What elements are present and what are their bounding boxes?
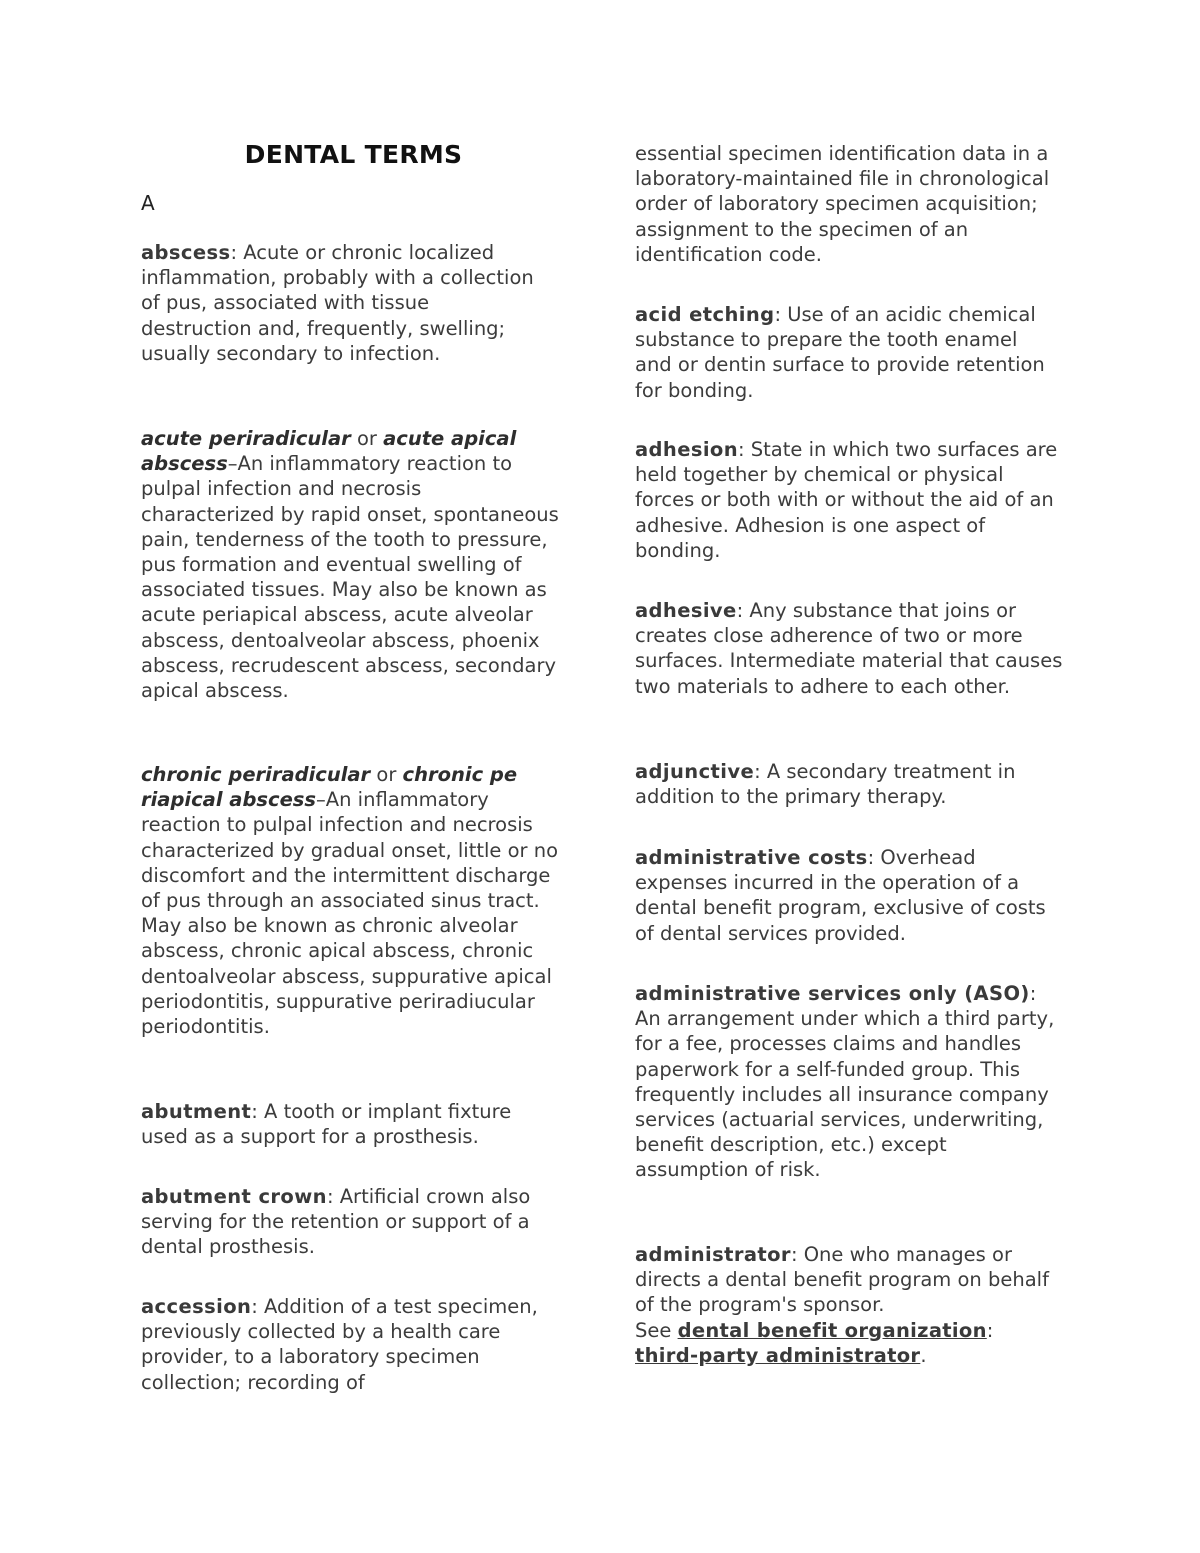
entry-acute-periradicular — [141, 426, 559, 703]
term-chronic-periapical-abscess: chronic pe riapical abscess — [141, 763, 518, 812]
definition-abutment-crown: : Artificial crown also serving for the retention or support of a dental prosthesis. — [141, 1185, 531, 1259]
link-dental-benefit-organization[interactable]: dental benefit organization — [677, 1318, 987, 1342]
end-period: . — [920, 1343, 927, 1367]
entry-adjunctive — [635, 759, 1063, 809]
definition-aso: : An arrangement under which a third party, for a fee, processes claims and handles paperwork for a self-funded group. This frequently includes all insurance company services (actuarial services, underwriting, benefit description, etc.) except assumption of risk. — [635, 982, 1055, 1182]
term-abutment: abutment — [141, 1100, 252, 1123]
definition-adjunctive: : A secondary treatment in addition to the primary therapy. — [635, 760, 1016, 809]
entry-acid-etching — [635, 302, 1055, 403]
definition-acute-periradicular: –An inflammatory reaction to pulpal infection and necrosis characterized by rapid onset, spontaneous pain, tenderness of the tooth to pressure, pus formation and eventual swelling of associated tissues. May also be known as acute periapical abscess, acute alveolar abscess, dentoalveolar abscess, phoenix abscess, recrudescent abscess, secondary apical abscess. — [141, 452, 559, 703]
definition-abutment: : A tooth or implant fixture used as a support for a prosthesis. — [141, 1100, 512, 1149]
accession-continued-text: essential specimen identification data in a laboratory-maintained file in chronological order of laboratory specimen acquisition; assignment to the specimen of an identification code. — [635, 142, 1050, 266]
see-prefix: See — [635, 1318, 678, 1342]
link-third-party-administrator[interactable]: third-party administrator — [635, 1343, 921, 1367]
entry-accession — [141, 1294, 546, 1395]
entry-adhesive — [635, 598, 1063, 699]
entry-abutment-crown — [141, 1184, 536, 1260]
section-letter: A — [141, 191, 155, 215]
connector-or: or — [350, 427, 384, 450]
term-chronic-periradicular: chronic periradicular — [141, 763, 371, 786]
term-aso: administrative services only (ASO) — [635, 982, 1030, 1005]
link-separator: : — [986, 1318, 994, 1342]
definition-administrative-costs: : Overhead expenses incurred in the operation of a dental benefit program, exclusive of costs of dental services provided. — [635, 846, 1046, 945]
term-acute-periradicular: acute periradicular — [141, 427, 351, 450]
entry-chronic-periradicular — [141, 762, 559, 1039]
entry-adhesion — [635, 437, 1063, 563]
document-title: DENTAL TERMS — [244, 140, 463, 169]
term-abscess: abscess — [141, 241, 231, 264]
term-accession: accession — [141, 1295, 252, 1318]
definition-adhesive: : Any substance that joins or creates close adherence of two or more surfaces. Intermediate material that causes two materials to adhere to each other. — [635, 599, 1063, 698]
term-adhesion: adhesion — [635, 438, 738, 461]
term-administrative-costs: administrative costs — [635, 846, 868, 869]
definition-administrator: : One who manages or directs a dental benefit program on behalf of the program's sponsor. — [635, 1243, 1049, 1317]
term-acute-apical-abscess: acute apical abscess — [141, 427, 517, 476]
entry-administrative-costs — [635, 845, 1060, 946]
entry-accession-continued — [635, 141, 1065, 267]
term-abutment-crown: abutment crown — [141, 1185, 327, 1208]
term-acid-etching: acid etching — [635, 303, 775, 326]
entry-abscess — [141, 240, 541, 366]
definition-abscess: : Acute or chronic localized inflammation, probably with a collection of pus, associated with tissue destruction and, frequently, swelling; usually secondary to infection. — [141, 241, 534, 365]
entry-aso — [635, 981, 1063, 1183]
definition-accession: : Addition of a test specimen, previously collected by a health care provider, to a laboratory specimen collection; recording of — [141, 1295, 538, 1394]
definition-acid-etching: : Use of an acidic chemical substance to prepare the tooth enamel and or dentin surface to provide retention for bonding. — [635, 303, 1045, 402]
entry-abutment — [141, 1099, 559, 1149]
term-adhesive: adhesive — [635, 599, 737, 622]
definition-chronic-periradicular: –An inflammatory reaction to pulpal infection and necrosis characterized by gradual onset, little or no discomfort and the intermittent discharge of pus through an associated sinus tract. May also be known as chronic alveolar abscess, chronic apical abscess, chronic dentoalveolar abscess, suppurative apical periodontitis, suppurative periradiucular periodontitis. — [141, 788, 559, 1039]
term-adjunctive: adjunctive — [635, 760, 755, 783]
entry-administrator — [635, 1242, 1055, 1368]
term-administrator: administrator — [635, 1243, 791, 1266]
definition-adhesion: : State in which two surfaces are held together by chemical or physical forces or both with or without the aid of an adhesive. Adhesion is one aspect of bonding. — [635, 438, 1058, 562]
connector-or: or — [370, 763, 403, 786]
